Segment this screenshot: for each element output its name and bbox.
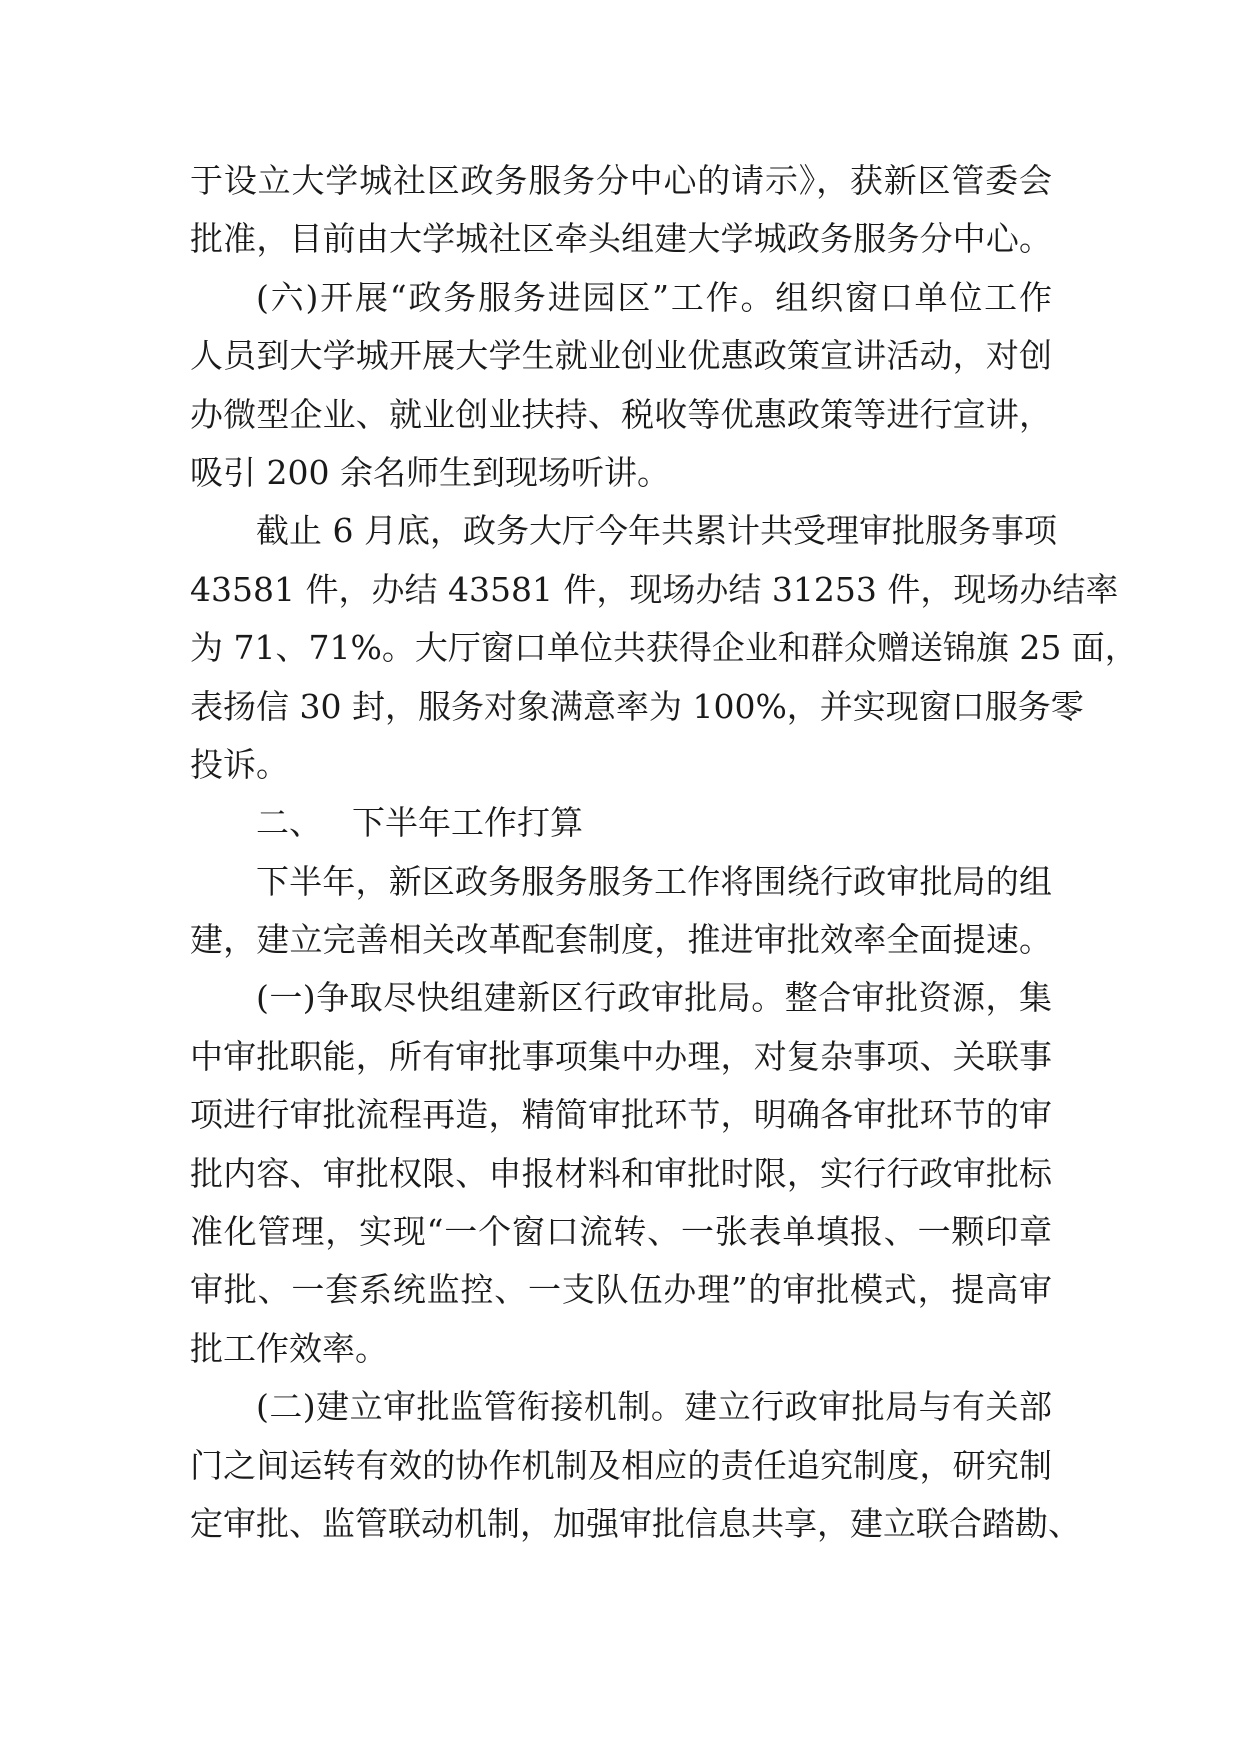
- text-line: 投诉。: [190, 744, 289, 784]
- text-line: 建，建立完善相关改革配套制度，推进审批效率全面提速。: [190, 920, 1052, 960]
- section-heading-title: 下半年工作打算: [352, 803, 583, 843]
- section-heading: [190, 794, 1052, 852]
- paragraph-first-line: (六)开展“政务服务进园区”工作。组织窗口单位工作: [256, 277, 1052, 317]
- text-line: 准化管理，实现“一个窗口流转、一张表单填报、一颗印章: [190, 1212, 1052, 1252]
- text-line: 审批、一套系统监控、一支队伍办理”的审批模式，提高审: [190, 1270, 1052, 1310]
- text-line: 门之间运转有效的协作机制及相应的责任追究制度，研究制: [190, 1445, 1052, 1485]
- text-line: 于设立大学城社区政务服务分中心的请示》，获新区管委会: [190, 161, 1052, 200]
- document-body: [190, 152, 1138, 1553]
- text-line: 批准，目前由大学城社区牵头组建大学城政务服务分中心。: [190, 219, 1052, 259]
- text-line: 43581 件，办结 43581 件，现场办结 31253 件，现场办结率: [190, 569, 1119, 609]
- text-line: 中审批职能，所有审批事项集中办理，对复杂事项、关联事: [190, 1036, 1052, 1076]
- text-line: 批工作效率。: [190, 1328, 388, 1368]
- text-line: 定审批、监管联动机制，加强审批信息共享，建立联合踏勘、: [190, 1503, 1081, 1543]
- text-line: 表扬信 30 封，服务对象满意率为 100%，并实现窗口服务零: [190, 686, 1084, 726]
- paragraph-first-line: 截止 6 月底，政务大厅今年共累计共受理审批服务事项: [256, 511, 1057, 551]
- paragraph-first-line: (二)建立审批监管衔接机制。建立行政审批局与有关部: [256, 1387, 1052, 1427]
- text-line: 项进行审批流程再造，精简审批环节，明确各审批环节的审: [190, 1095, 1052, 1135]
- text-line: 批内容、审批权限、申报材料和审批时限，实行行政审批标: [190, 1153, 1052, 1193]
- text-line: 人员到大学城开展大学生就业创业优惠政策宣讲活动，对创: [190, 336, 1052, 376]
- text-line: 办微型企业、就业创业扶持、税收等优惠政策等进行宣讲，: [190, 394, 1052, 434]
- section-heading-number: 二、: [256, 803, 322, 843]
- paragraph-first-line: (一)争取尽快组建新区行政审批局。整合审批资源，集: [256, 978, 1052, 1018]
- text-line: 为 71、71%。大厅窗口单位共获得企业和群众赠送锦旗 25 面，: [190, 628, 1138, 668]
- paragraph-first-line: 下半年，新区政务服务服务工作将围绕行政审批局的组: [256, 861, 1052, 901]
- text-line: 吸引 200 余名师生到现场听讲。: [190, 452, 670, 492]
